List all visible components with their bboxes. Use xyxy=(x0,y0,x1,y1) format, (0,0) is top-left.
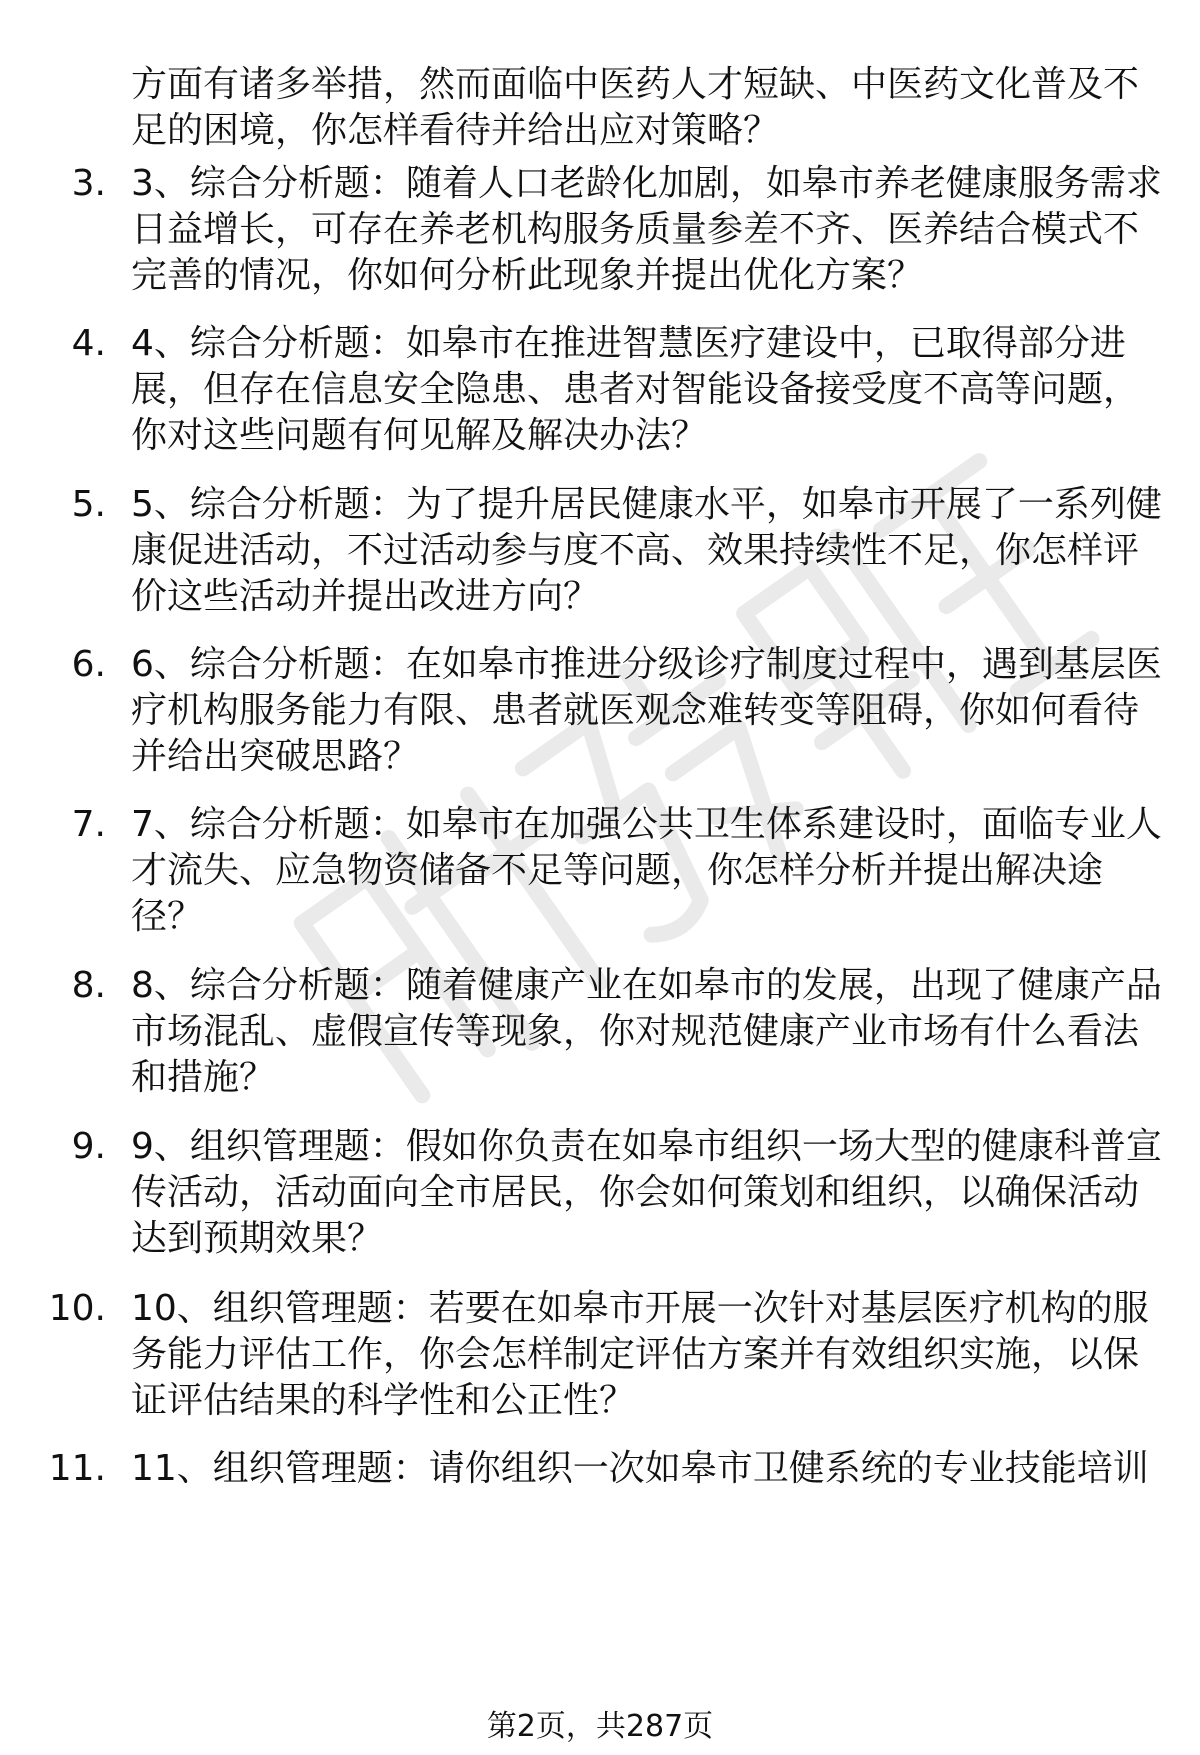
list-item-number: 11. xyxy=(48,1448,106,1489)
list-item-text: 9、组织管理题：假如你负责在如皋市组织一场大型的健康科普宣传活动，活动面向全市居民，你会如何策划和组织，以确保活动达到预期效果？ xyxy=(131,1126,1162,1259)
list-item-number: 4. xyxy=(71,323,106,364)
list-item-number: 10. xyxy=(48,1288,106,1329)
list-item-text: 11、组织管理题：请你组织一次如皋市卫健系统的专业技能培训 xyxy=(131,1448,1149,1489)
list-item-text: 5、综合分析题：为了提升居民健康水平，如皋市开展了一系列健康促进活动，不过活动参与度不高、效果持续性不足，你怎样评价这些活动并提出改进方向？ xyxy=(131,484,1162,617)
list-item-text: 4、综合分析题：如皋市在推进智慧医疗建设中，已取得部分进展，但存在信息安全隐患、患者对智能设备接受度不高等问题，你对这些问题有何见解及解决办法？ xyxy=(131,323,1140,456)
list-item-number: 6. xyxy=(71,644,106,685)
list-item-number: 7. xyxy=(71,804,106,845)
list-item-number: 3. xyxy=(71,163,106,204)
list-item-text: 6、综合分析题：在如皋市推进分级诊疗制度过程中，遇到基层医疗机构服务能力有限、患者就医观念难转变等阻碍，你如何看待并给出突破思路？ xyxy=(131,644,1162,777)
continuation-paragraph: 方面有诸多举措，然而面临中医药人才短缺、中医药文化普及不足的困境，你怎样看待并给出应对策略？ xyxy=(131,64,1140,151)
list-item-text: 10、组织管理题：若要在如皋市开展一次针对基层医疗机构的服务能力评估工作，你会怎样制定评估方案并有效组织实施，以保证评估结果的科学性和公正性？ xyxy=(131,1288,1149,1421)
list-item-number: 9. xyxy=(71,1126,106,1167)
page-footer: 第2页，共287页 xyxy=(486,1709,714,1744)
list-item-text: 7、综合分析题：如皋市在加强公共卫生体系建设时，面临专业人才流失、应急物资储备不足等问题，你怎样分析并提出解决途径？ xyxy=(131,804,1162,937)
list-item-text: 8、综合分析题：随着健康产业在如皋市的发展，出现了健康产品市场混乱、虚假宣传等现象，你对规范健康产业市场有什么看法和措施？ xyxy=(131,965,1162,1098)
list-item-number: 8. xyxy=(71,965,106,1006)
list-item-number: 5. xyxy=(71,484,106,525)
list-item-text: 3、综合分析题：随着人口老龄化加剧，如皋市养老健康服务需求日益增长，可存在养老机构服务质量参差不齐、医养结合模式不完善的情况，你如何分析此现象并提出优化方案？ xyxy=(131,163,1162,296)
